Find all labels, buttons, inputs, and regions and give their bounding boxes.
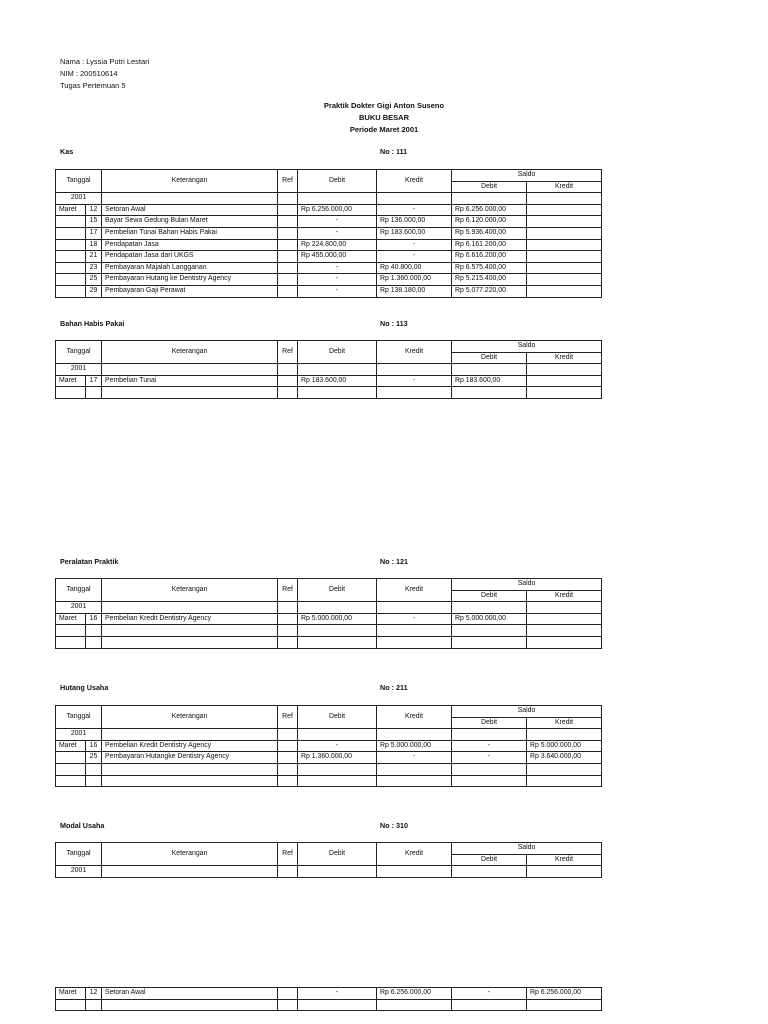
ledger-table	[55, 705, 602, 787]
kredit-cell: -	[377, 613, 452, 625]
ref-cell	[278, 204, 298, 216]
ledger-row	[56, 204, 602, 216]
debit-cell	[298, 636, 377, 648]
saldo-debit-cell: Rp 183.600,00	[452, 375, 527, 387]
saldo-kredit-cell	[527, 763, 602, 775]
kredit-cell	[377, 999, 452, 1011]
saldo-debit-cell: -	[452, 752, 527, 764]
ledger-table	[55, 578, 602, 649]
saldo-kredit-cell	[527, 625, 602, 637]
kredit-cell: -	[377, 204, 452, 216]
saldo-kredit-cell	[527, 216, 602, 228]
ledger-table	[55, 842, 602, 878]
debit-cell: -	[298, 262, 377, 274]
day-cell: 18	[86, 239, 102, 251]
ledger-row	[56, 262, 602, 274]
account-name: Kas	[60, 147, 74, 156]
day-cell: 12	[86, 204, 102, 216]
col-saldo-debit: Debit	[452, 181, 527, 193]
empty-cell	[278, 866, 298, 878]
saldo-debit-cell	[452, 763, 527, 775]
empty-cell	[452, 364, 527, 376]
saldo-debit-cell: Rp 5.000.000,00	[452, 613, 527, 625]
description-cell	[102, 775, 278, 787]
ledger-row	[56, 999, 602, 1011]
kredit-cell	[377, 625, 452, 637]
empty-cell	[377, 866, 452, 878]
empty-cell	[452, 193, 527, 205]
month-cell	[56, 274, 86, 286]
debit-cell: Rp 455.000,00	[298, 251, 377, 263]
ledger-row	[56, 636, 602, 648]
saldo-kredit-cell	[527, 262, 602, 274]
col-tanggal: Tanggal	[56, 706, 102, 729]
col-keterangan: Keterangan	[102, 706, 278, 729]
saldo-debit-cell: Rp 6.616.200,00	[452, 251, 527, 263]
year-cell: 2001	[56, 602, 102, 614]
ledger-row	[56, 752, 602, 764]
debit-cell	[298, 775, 377, 787]
kredit-cell	[377, 387, 452, 399]
empty-cell	[377, 729, 452, 741]
saldo-kredit-cell	[527, 251, 602, 263]
col-debit: Debit	[298, 170, 377, 193]
description-cell: Pendapatan Jasa	[102, 239, 278, 251]
col-debit: Debit	[298, 843, 377, 866]
day-cell: 15	[86, 216, 102, 228]
bottom-ledger-table	[55, 987, 602, 1011]
description-cell: Pembelian Tunai	[102, 375, 278, 387]
header-row	[56, 579, 602, 591]
ledger-row	[56, 274, 602, 286]
saldo-kredit-cell	[527, 999, 602, 1011]
ledger-row	[56, 375, 602, 387]
month-cell	[56, 752, 86, 764]
kredit-cell: Rp 5.000.000,00	[377, 740, 452, 752]
col-saldo: Saldo	[452, 170, 602, 182]
day-cell	[86, 625, 102, 637]
empty-cell	[102, 364, 278, 376]
header-row	[56, 843, 602, 855]
ledger-row	[56, 387, 602, 399]
saldo-debit-cell	[452, 775, 527, 787]
month-cell	[56, 285, 86, 297]
ref-cell	[278, 613, 298, 625]
task-label: Tugas Pertemuan 5	[60, 81, 126, 90]
saldo-kredit-cell	[527, 775, 602, 787]
col-tanggal: Tanggal	[56, 170, 102, 193]
debit-cell	[298, 625, 377, 637]
saldo-debit-cell: -	[452, 740, 527, 752]
month-cell	[56, 636, 86, 648]
empty-cell	[377, 193, 452, 205]
month-cell	[56, 251, 86, 263]
ref-cell	[278, 239, 298, 251]
col-keterangan: Keterangan	[102, 579, 278, 602]
kredit-cell	[377, 763, 452, 775]
year-row	[56, 193, 602, 205]
kredit-cell	[377, 636, 452, 648]
saldo-debit-cell: Rp 6.575.400,00	[452, 262, 527, 274]
empty-cell	[527, 866, 602, 878]
ref-cell	[278, 625, 298, 637]
ledger-row	[56, 613, 602, 625]
ledger-row	[56, 227, 602, 239]
col-kredit: Kredit	[377, 843, 452, 866]
empty-cell	[377, 602, 452, 614]
saldo-kredit-cell	[527, 613, 602, 625]
saldo-debit-cell: Rp 5.936.400,00	[452, 227, 527, 239]
ref-cell	[278, 216, 298, 228]
account-number: No : 211	[380, 683, 408, 692]
empty-cell	[452, 602, 527, 614]
col-ref: Ref	[278, 170, 298, 193]
col-ref: Ref	[278, 706, 298, 729]
ref-cell	[278, 752, 298, 764]
month-cell	[56, 625, 86, 637]
description-cell: Setoran Awal	[102, 204, 278, 216]
year-row	[56, 364, 602, 376]
description-cell: Pembelian Kredit Dentistry Agency	[102, 740, 278, 752]
description-cell: Setoran Awal	[102, 988, 278, 1000]
day-cell	[86, 999, 102, 1011]
empty-cell	[298, 193, 377, 205]
description-cell: Pendapatan Jasa dari UKGS	[102, 251, 278, 263]
ref-cell	[278, 285, 298, 297]
col-saldo-kredit: Kredit	[527, 352, 602, 364]
empty-cell	[298, 364, 377, 376]
empty-cell	[377, 364, 452, 376]
description-cell	[102, 999, 278, 1011]
student-nim: NIM : 200510614	[60, 69, 118, 78]
col-debit: Debit	[298, 341, 377, 364]
month-cell	[56, 239, 86, 251]
day-cell: 25	[86, 752, 102, 764]
ref-cell	[278, 262, 298, 274]
day-cell: 17	[86, 375, 102, 387]
empty-cell	[452, 866, 527, 878]
saldo-kredit-cell: Rp 6.256.000,00	[527, 988, 602, 1000]
month-cell: Maret	[56, 375, 86, 387]
col-saldo-kredit: Kredit	[527, 590, 602, 602]
ledger-row	[56, 625, 602, 637]
book-title: BUKU BESAR	[358, 113, 409, 122]
debit-cell: -	[298, 740, 377, 752]
month-cell	[56, 763, 86, 775]
debit-cell: Rp 5.000.000,00	[298, 613, 377, 625]
month-cell	[56, 216, 86, 228]
month-cell	[56, 999, 86, 1011]
col-saldo: Saldo	[452, 579, 602, 591]
col-debit: Debit	[298, 579, 377, 602]
year-row	[56, 729, 602, 741]
debit-cell	[298, 999, 377, 1011]
col-saldo: Saldo	[452, 706, 602, 718]
col-saldo-debit: Debit	[452, 854, 527, 866]
day-cell: 29	[86, 285, 102, 297]
month-cell: Maret	[56, 204, 86, 216]
description-cell	[102, 636, 278, 648]
ref-cell	[278, 387, 298, 399]
ref-cell	[278, 227, 298, 239]
day-cell	[86, 775, 102, 787]
col-keterangan: Keterangan	[102, 843, 278, 866]
ledger-row	[56, 740, 602, 752]
ledger-row	[56, 775, 602, 787]
header-row	[56, 170, 602, 182]
ref-cell	[278, 740, 298, 752]
saldo-kredit-cell	[527, 204, 602, 216]
col-kredit: Kredit	[377, 341, 452, 364]
description-cell	[102, 625, 278, 637]
col-ref: Ref	[278, 341, 298, 364]
col-saldo-debit: Debit	[452, 590, 527, 602]
description-cell: Pembayaran Hutang ke Dentistry Agency	[102, 274, 278, 286]
kredit-cell	[377, 775, 452, 787]
debit-cell: -	[298, 988, 377, 1000]
year-cell: 2001	[56, 866, 102, 878]
account-number: No : 310	[380, 821, 408, 830]
saldo-kredit-cell	[527, 375, 602, 387]
saldo-kredit-cell: Rp 3.640.000,00	[527, 752, 602, 764]
month-cell: Maret	[56, 988, 86, 1000]
month-cell	[56, 227, 86, 239]
debit-cell: -	[298, 285, 377, 297]
header-row	[56, 341, 602, 353]
kredit-cell: Rp 6.256.000,00	[377, 988, 452, 1000]
debit-cell: -	[298, 227, 377, 239]
debit-cell: -	[298, 274, 377, 286]
ledger-row	[56, 216, 602, 228]
company-title: Praktik Dokter Gigi Anton Suseno	[323, 101, 445, 110]
saldo-kredit-cell	[527, 636, 602, 648]
empty-cell	[278, 602, 298, 614]
debit-cell	[298, 763, 377, 775]
description-cell: Pembelian Kredit Dentistry Agency	[102, 613, 278, 625]
col-saldo-debit: Debit	[452, 352, 527, 364]
ref-cell	[278, 375, 298, 387]
kredit-cell: -	[377, 239, 452, 251]
kredit-cell: -	[377, 251, 452, 263]
saldo-debit-cell: Rp 5.077.220,00	[452, 285, 527, 297]
col-kredit: Kredit	[377, 579, 452, 602]
col-debit: Debit	[298, 706, 377, 729]
month-cell	[56, 775, 86, 787]
col-saldo-debit: Debit	[452, 717, 527, 729]
empty-cell	[298, 866, 377, 878]
year-cell: 2001	[56, 193, 102, 205]
kredit-cell: Rp 138.180,00	[377, 285, 452, 297]
kredit-cell: Rp 136.000,00	[377, 216, 452, 228]
saldo-debit-cell	[452, 387, 527, 399]
col-tanggal: Tanggal	[56, 579, 102, 602]
ledger-table	[55, 169, 602, 298]
day-cell	[86, 636, 102, 648]
account-name: Bahan Habis Pakai	[60, 319, 125, 328]
empty-cell	[527, 364, 602, 376]
ref-cell	[278, 251, 298, 263]
month-cell	[56, 387, 86, 399]
debit-cell: Rp 6.256.000,00	[298, 204, 377, 216]
day-cell: 25	[86, 274, 102, 286]
ledger-row	[56, 251, 602, 263]
debit-cell: Rp 224.800,00	[298, 239, 377, 251]
saldo-debit-cell	[452, 999, 527, 1011]
col-saldo: Saldo	[452, 843, 602, 855]
month-cell: Maret	[56, 740, 86, 752]
col-kredit: Kredit	[377, 706, 452, 729]
student-name: Nama : Lyssia Putri Lestari	[60, 57, 150, 66]
ref-cell	[278, 763, 298, 775]
saldo-debit-cell: Rp 6.120.000,00	[452, 216, 527, 228]
description-cell	[102, 387, 278, 399]
empty-cell	[102, 729, 278, 741]
ledger-row	[56, 988, 602, 1000]
day-cell: 21	[86, 251, 102, 263]
empty-cell	[298, 729, 377, 741]
empty-cell	[527, 602, 602, 614]
col-ref: Ref	[278, 843, 298, 866]
empty-cell	[298, 602, 377, 614]
debit-cell	[298, 387, 377, 399]
period-title: Periode Maret 2001	[349, 125, 419, 134]
ledger-table	[55, 340, 602, 399]
debit-cell: Rp 183.600,00	[298, 375, 377, 387]
empty-cell	[102, 193, 278, 205]
day-cell: 16	[86, 613, 102, 625]
year-row	[56, 602, 602, 614]
account-number: No : 113	[380, 319, 408, 328]
saldo-kredit-cell	[527, 285, 602, 297]
day-cell: 17	[86, 227, 102, 239]
account-name: Modal Usaha	[60, 821, 105, 830]
saldo-debit-cell: Rp 6.256.000,00	[452, 204, 527, 216]
saldo-debit-cell: Rp 6.161.200,00	[452, 239, 527, 251]
saldo-kredit-cell	[527, 239, 602, 251]
col-ref: Ref	[278, 579, 298, 602]
description-cell	[102, 763, 278, 775]
kredit-cell: -	[377, 375, 452, 387]
ledger-row	[56, 239, 602, 251]
col-kredit: Kredit	[377, 170, 452, 193]
debit-cell: -	[298, 216, 377, 228]
year-row	[56, 866, 602, 878]
col-saldo-kredit: Kredit	[527, 181, 602, 193]
saldo-debit-cell: Rp 5.215.400,00	[452, 274, 527, 286]
day-cell: 12	[86, 988, 102, 1000]
empty-cell	[527, 729, 602, 741]
col-tanggal: Tanggal	[56, 843, 102, 866]
description-cell: Bayar Sewa Gedung Bulan Maret	[102, 216, 278, 228]
saldo-debit-cell: -	[452, 988, 527, 1000]
account-name: Hutang Usaha	[60, 683, 109, 692]
debit-cell: Rp 1.360.000,00	[298, 752, 377, 764]
kredit-cell: Rp 183.600,00	[377, 227, 452, 239]
day-cell: 16	[86, 740, 102, 752]
col-saldo: Saldo	[452, 341, 602, 353]
year-cell: 2001	[56, 729, 102, 741]
saldo-kredit-cell	[527, 274, 602, 286]
description-cell: Pembayaran Hutangke Dentistry Agency	[102, 752, 278, 764]
saldo-debit-cell	[452, 636, 527, 648]
empty-cell	[102, 866, 278, 878]
empty-cell	[278, 729, 298, 741]
account-number: No : 121	[380, 557, 408, 566]
empty-cell	[452, 729, 527, 741]
ref-cell	[278, 988, 298, 1000]
saldo-debit-cell	[452, 625, 527, 637]
col-tanggal: Tanggal	[56, 341, 102, 364]
day-cell	[86, 387, 102, 399]
day-cell: 23	[86, 262, 102, 274]
ledger-row	[56, 285, 602, 297]
saldo-kredit-cell	[527, 387, 602, 399]
ref-cell	[278, 274, 298, 286]
kredit-cell: -	[377, 752, 452, 764]
ref-cell	[278, 636, 298, 648]
kredit-cell: Rp 1.360.000,00	[377, 274, 452, 286]
day-cell	[86, 763, 102, 775]
col-keterangan: Keterangan	[102, 170, 278, 193]
col-keterangan: Keterangan	[102, 341, 278, 364]
col-saldo-kredit: Kredit	[527, 717, 602, 729]
saldo-kredit-cell: Rp 5.000.000,00	[527, 740, 602, 752]
ref-cell	[278, 999, 298, 1011]
month-cell	[56, 262, 86, 274]
account-name: Peralatan Praktik	[60, 557, 119, 566]
empty-cell	[278, 193, 298, 205]
empty-cell	[278, 364, 298, 376]
description-cell: Pembelian Tunai Bahan Habis Pakai	[102, 227, 278, 239]
kredit-cell: Rp 40.800,00	[377, 262, 452, 274]
description-cell: Pembayaran Majalah Langganan	[102, 262, 278, 274]
ref-cell	[278, 775, 298, 787]
account-number: No : 111	[380, 147, 408, 156]
empty-cell	[102, 602, 278, 614]
description-cell: Pembayaran Gaji Perawat	[102, 285, 278, 297]
header-row	[56, 706, 602, 718]
col-saldo-kredit: Kredit	[527, 854, 602, 866]
empty-cell	[527, 193, 602, 205]
saldo-kredit-cell	[527, 227, 602, 239]
ledger-row	[56, 763, 602, 775]
year-cell: 2001	[56, 364, 102, 376]
month-cell: Maret	[56, 613, 86, 625]
